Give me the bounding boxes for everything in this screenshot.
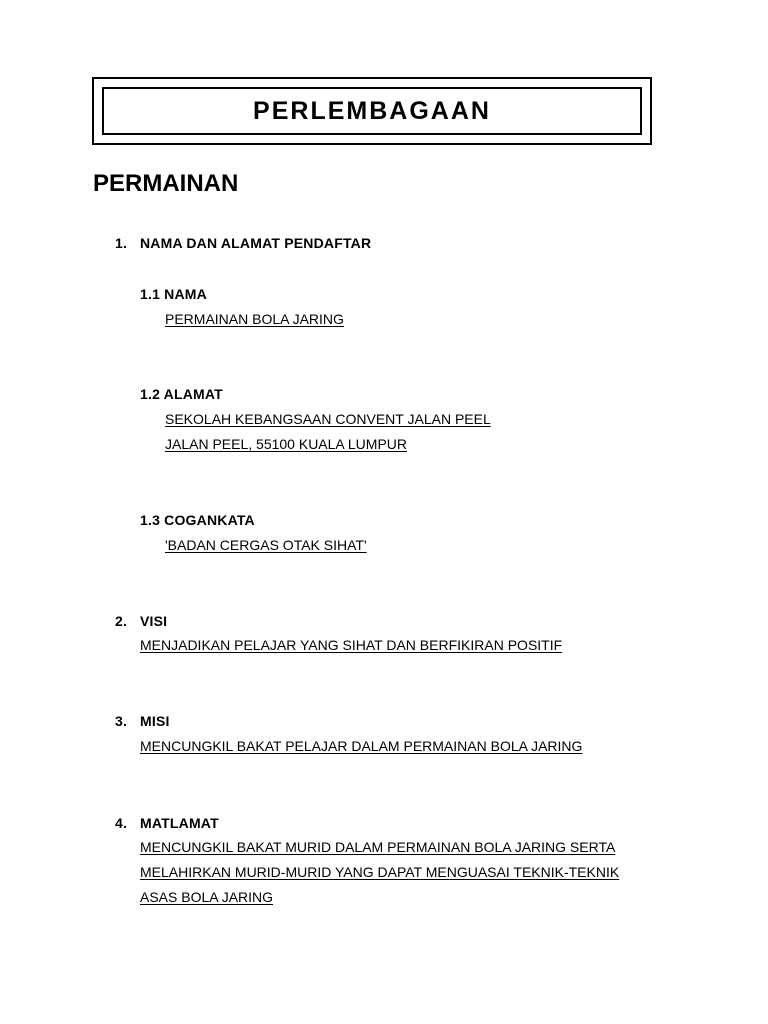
- section-2-number: 2.: [115, 613, 128, 629]
- subsection-1-2-heading: 1.2 ALAMAT: [140, 386, 223, 402]
- subsection-1-3-value: 'BADAN CERGAS OTAK SIHAT': [165, 537, 367, 553]
- section-2-value: MENJADIKAN PELAJAR YANG SIHAT DAN BERFIKIRAN POSITIF: [140, 637, 563, 653]
- document-title: PERLEMBAGAAN: [253, 96, 491, 125]
- section-3-heading: [115, 713, 170, 729]
- section-1-label: NAMA DAN ALAMAT PENDAFTAR: [140, 235, 372, 251]
- section-1-number: 1.: [115, 235, 128, 251]
- section-2-label: VISI: [140, 613, 168, 629]
- section-4-number: 4.: [115, 815, 128, 831]
- section-4-line-1: MENCUNGKIL BAKAT MURID DALAM PERMAINAN BOLA JARING SERTA: [140, 839, 616, 855]
- section-4-line-3: ASAS BOLA JARING: [140, 889, 274, 905]
- section-4-line-2: MELAHIRKAN MURID-MURID YANG DAPAT MENGUASAI TEKNIK-TEKNIK: [140, 864, 620, 880]
- subsection-1-1-value: PERMAINAN BOLA JARING: [165, 311, 344, 327]
- subsection-1-1-heading: 1.1 NAMA: [140, 286, 207, 302]
- section-1-heading: [115, 235, 371, 251]
- title-inner-frame: [102, 87, 642, 135]
- section-3-label: MISI: [140, 713, 170, 729]
- section-3-number: 3.: [115, 713, 128, 729]
- section-2-heading: [115, 613, 167, 629]
- subsection-1-3-heading: 1.3 COGANKATA: [140, 512, 255, 528]
- subsection-1-2-line-1: SEKOLAH KEBANGSAAN CONVENT JALAN PEEL: [165, 411, 491, 427]
- subsection-1-2-line-2: JALAN PEEL, 55100 KUALA LUMPUR: [165, 436, 408, 452]
- page-heading: PERMAINAN: [93, 170, 239, 197]
- title-box: [92, 77, 652, 145]
- section-3-value: MENCUNGKIL BAKAT PELAJAR DALAM PERMAINAN BOLA JARING: [140, 738, 583, 754]
- section-4-heading: [115, 815, 219, 831]
- section-4-label: MATLAMAT: [140, 815, 219, 831]
